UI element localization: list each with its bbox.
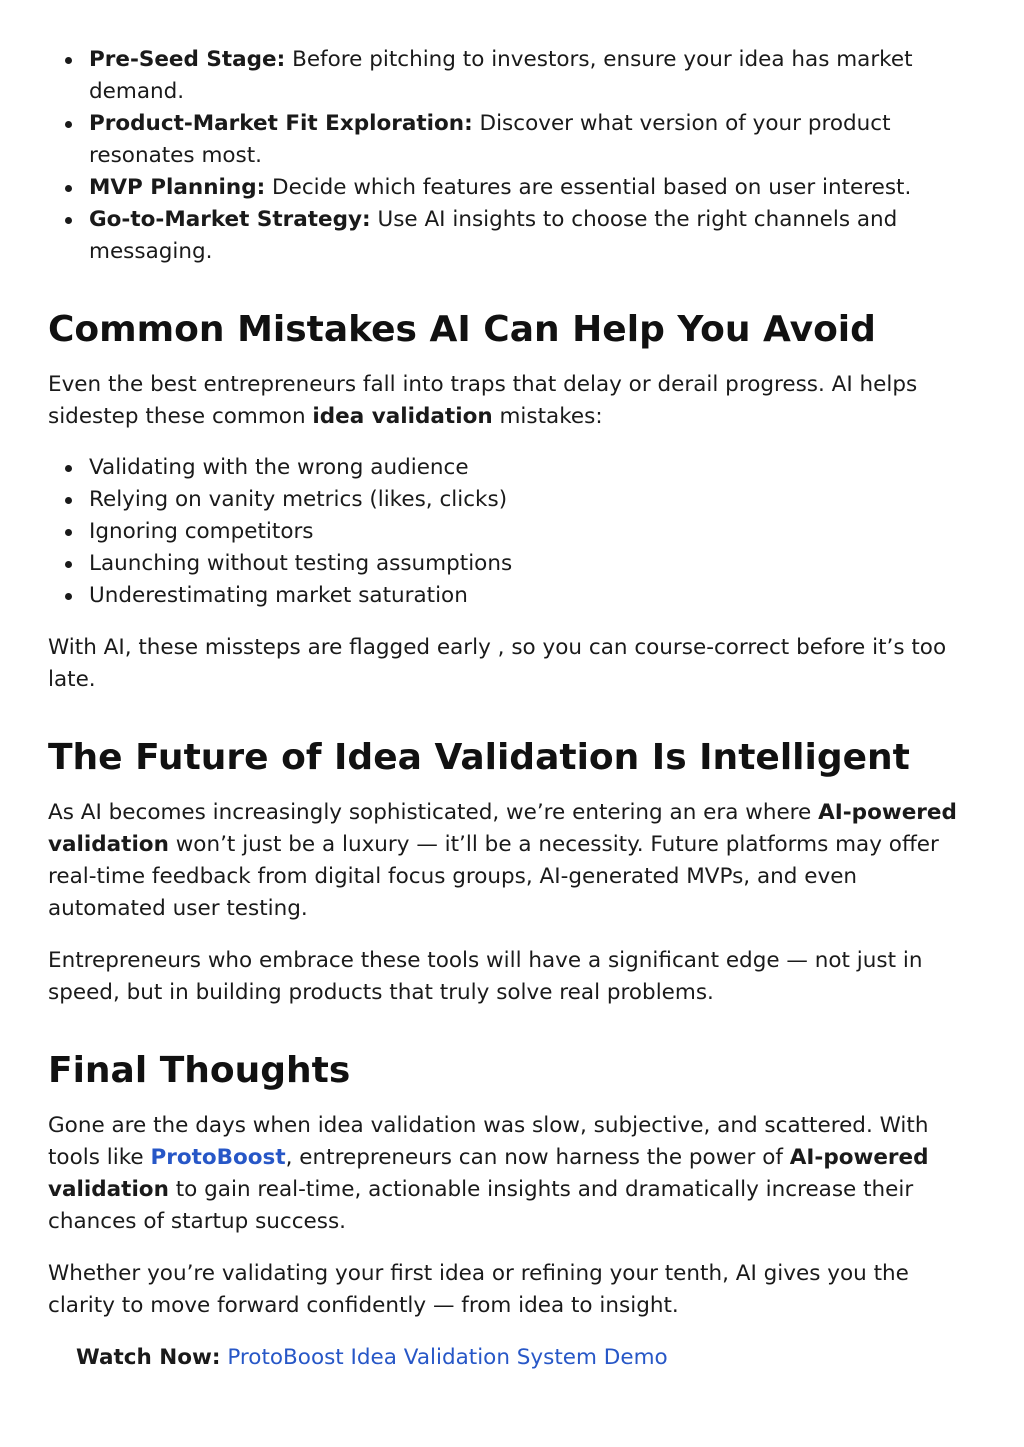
future-paragraph-1 bbox=[48, 797, 976, 925]
list-item: Underestimating market saturation bbox=[89, 580, 976, 612]
future-p1-bold: AI-powered validation bbox=[48, 800, 957, 857]
final-p1-bold: AI-powered validation bbox=[48, 1145, 929, 1202]
future-p1-text: As AI becomes increasingly sophisticated, we’re entering an era where bbox=[48, 800, 819, 825]
list-item bbox=[89, 204, 959, 268]
final-paragraph-2: Whether you’re validating your first idea or refining your tenth, AI gives you the clarity to move forward confidently — from idea to insight. bbox=[48, 1261, 909, 1318]
list-item-term: Pre-Seed Stage: bbox=[89, 47, 286, 72]
list-item-text: Use AI insights to choose the right channels and messaging. bbox=[89, 207, 898, 264]
use-cases-list bbox=[48, 44, 959, 268]
mistakes-intro-tail: mistakes: bbox=[492, 404, 603, 429]
mistakes-heading: Common Mistakes AI Can Help You Avoid bbox=[48, 309, 876, 350]
list-item-term: Product-Market Fit Exploration: bbox=[89, 111, 473, 136]
list-item-text: Decide which features are essential based on user interest. bbox=[265, 175, 912, 200]
mistakes-intro-text: Even the best entrepreneurs fall into traps that delay or derail progress. AI helps sidestep these common bbox=[48, 372, 918, 429]
list-item bbox=[89, 108, 959, 172]
mistakes-outro-paragraph: With AI, these missteps are flagged early , so you can course-correct before it’s too late. bbox=[48, 635, 947, 692]
list-item-text: Before pitching to investors, ensure your idea has market demand. bbox=[89, 47, 913, 104]
future-p1-tail: won’t just be a luxury — it’ll be a necessity. Future platforms may offer real-time feedback from digital focus groups, AI-generated MVPs, and even automated user testing. bbox=[48, 832, 939, 921]
list-item: Ignoring competitors bbox=[89, 516, 976, 548]
mistakes-intro-bold: idea validation bbox=[312, 404, 493, 429]
list-item: Launching without testing assumptions bbox=[89, 548, 976, 580]
protoboost-link[interactable]: ProtoBoost bbox=[150, 1145, 286, 1170]
list-item bbox=[89, 44, 959, 108]
list-item-term: MVP Planning: bbox=[89, 175, 266, 200]
list-item: Relying on vanity metrics (likes, clicks) bbox=[89, 484, 976, 516]
list-item-term: Go-to-Market Strategy: bbox=[89, 207, 371, 232]
final-p1-mid: , entrepreneurs can now harness the power of bbox=[285, 1145, 790, 1170]
future-paragraph-2: Entrepreneurs who embrace these tools will have a significant edge — not just in speed, but in building products that truly solve real problems. bbox=[48, 948, 923, 1005]
watch-now-label: Watch Now: bbox=[76, 1345, 221, 1370]
list-item bbox=[89, 172, 959, 204]
list-item: Validating with the wrong audience bbox=[89, 452, 976, 484]
demo-video-link[interactable]: ProtoBoost Idea Validation System Demo bbox=[227, 1345, 668, 1370]
watch-now-line bbox=[48, 1342, 976, 1374]
mistakes-intro-paragraph bbox=[48, 369, 976, 433]
final-p1-text: Gone are the days when idea validation was slow, subjective, and scattered. With tools like bbox=[48, 1113, 929, 1170]
list-item-text: Discover what version of your product resonates most. bbox=[89, 111, 891, 168]
final-p1-tail: to gain real-time, actionable insights and dramatically increase their chances of startup success. bbox=[48, 1177, 914, 1234]
final-paragraph-1 bbox=[48, 1110, 976, 1238]
future-heading: The Future of Idea Validation Is Intelligent bbox=[48, 737, 910, 778]
mistakes-list bbox=[48, 452, 976, 612]
final-heading: Final Thoughts bbox=[48, 1050, 351, 1091]
